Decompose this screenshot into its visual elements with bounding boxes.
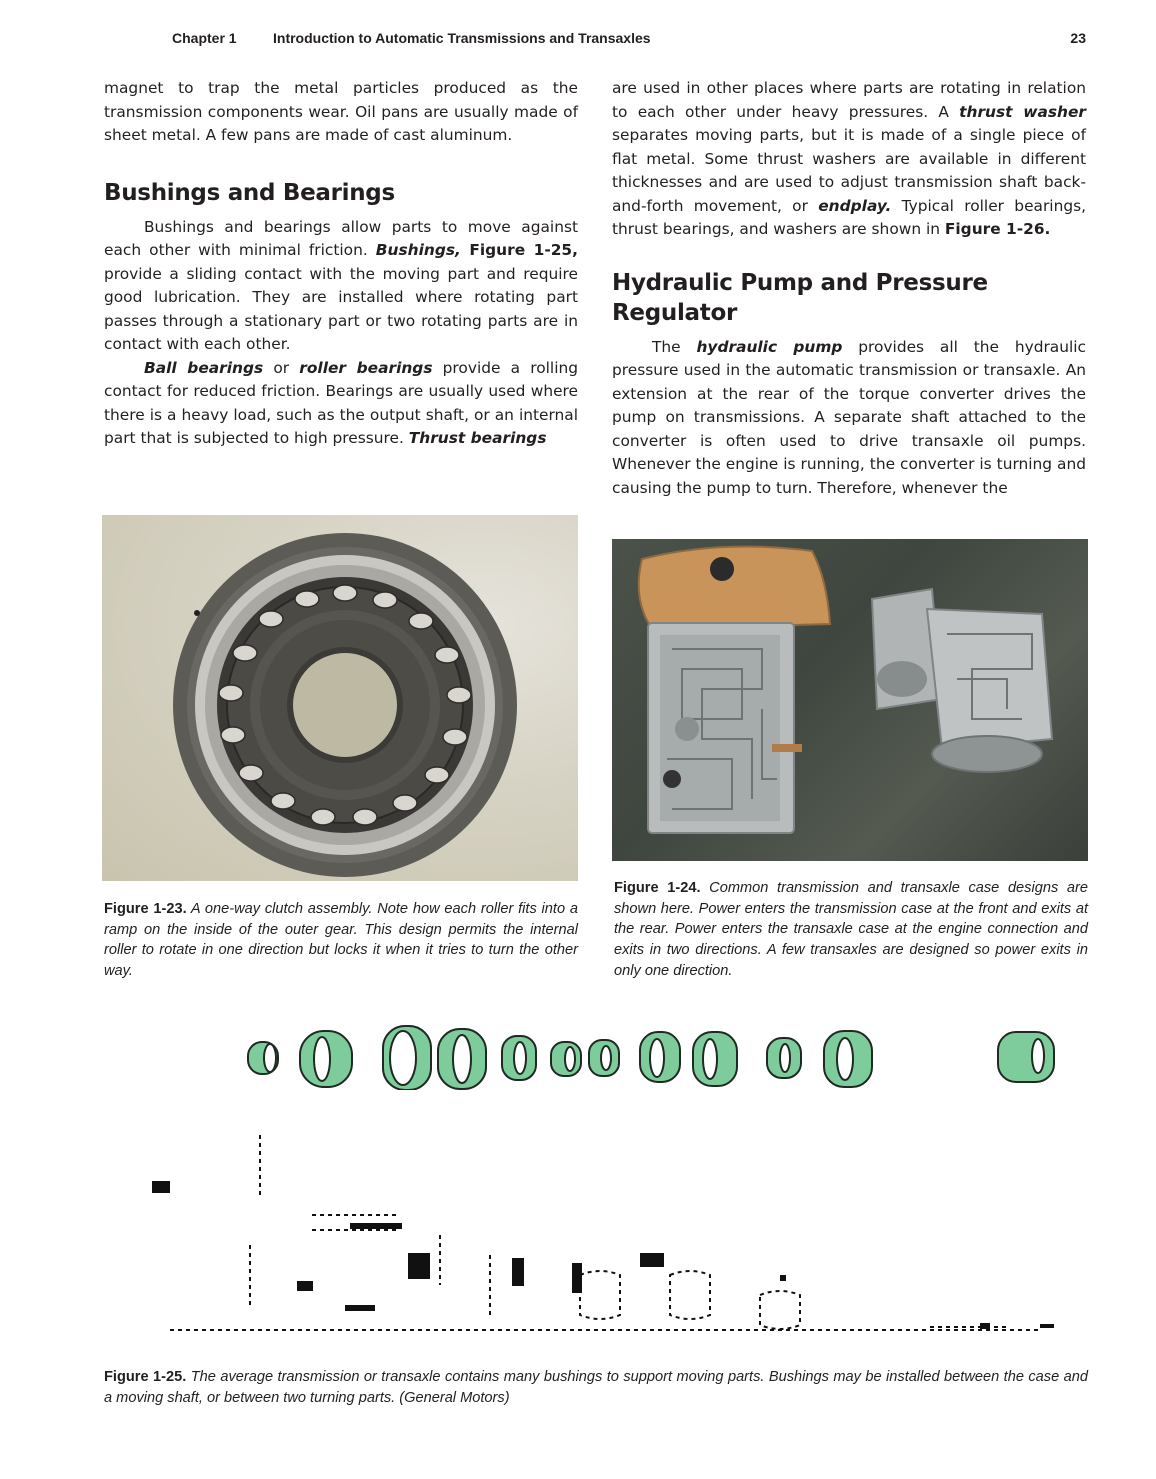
bushing-icon — [824, 1031, 872, 1087]
figure-1-25-caption — [104, 1367, 1088, 1408]
bushing-icon — [998, 1032, 1054, 1082]
page-number: 23 — [1070, 30, 1086, 46]
text: Typical roller bearings, thrust bearings, and washers are shown in — [612, 196, 1087, 238]
key-term: roller bearings — [299, 358, 433, 377]
transmission-cases-image — [612, 539, 1088, 861]
left-column — [104, 77, 578, 451]
figure-label: Figure 1-24. — [614, 880, 701, 896]
bushing-icon — [551, 1042, 581, 1076]
bushing-icon — [640, 1032, 680, 1082]
figure-1-24-photo — [612, 539, 1088, 861]
paragraph — [104, 216, 578, 357]
key-term: Thrust bearings — [408, 429, 547, 447]
text: provide a rolling contact for reduced friction. Bearings are usually used where there is a heavy load, such as the output shaft, or an internal part that is subjected to high pressure. — [104, 358, 578, 447]
figure-reference: Figure 1-25, — [460, 241, 578, 259]
figure-1-23-caption — [104, 899, 578, 982]
figure-1-25-exploded-diagram — [140, 1135, 1080, 1355]
figure-1-25-bushings — [240, 1020, 1100, 1090]
chapter-title: Introduction to Automatic Transmissions and Transaxles — [273, 30, 651, 46]
paragraph — [612, 336, 1086, 501]
caption-text: Common transmission and transaxle case designs are shown here. Power enters the transmission case at the front and exits at the rear. Power enters the transaxle case at the engine connection and exits in two directions. A few transaxles are designed so power exits in only one direction. — [614, 880, 1088, 979]
key-term: Bushings, — [375, 241, 461, 259]
figure-reference: Figure 1-26. — [944, 220, 1051, 238]
bushing-icon — [693, 1032, 737, 1086]
one-way-clutch-gear-image — [102, 515, 578, 881]
bushing-icon — [300, 1031, 352, 1087]
figure-label: Figure 1-23. — [104, 901, 187, 917]
key-term: Ball bearings — [144, 358, 264, 377]
paragraph — [104, 357, 578, 451]
text: Bushings and bearings allow parts to move against each other with minimal friction. — [104, 217, 578, 259]
figure-1-23-photo — [102, 515, 578, 881]
text: separates moving parts, but it is made of a single piece of flat metal. Some thrust washers are available in different thicknesses and are used to adjust transmission shaft back-and-forth movement, or — [612, 126, 1086, 215]
key-term: thrust washer — [959, 102, 1086, 121]
bushing-icon — [502, 1036, 536, 1080]
paragraph: magnet to trap the metal particles produced as the transmission components wear. Oil pans are usually made of sheet metal. A few pans are made of cast aluminum. — [104, 79, 578, 144]
key-term: endplay. — [818, 196, 892, 215]
section-heading-hydraulic-pump: Hydraulic Pump and Pressure Regulator — [612, 269, 988, 326]
chapter-label: Chapter 1 — [172, 30, 237, 46]
figure-1-24-caption — [614, 878, 1088, 982]
right-column — [612, 77, 1086, 500]
key-term: hydraulic pump — [696, 337, 843, 356]
transmission-exploded-view — [140, 1135, 1080, 1355]
bushing-icon — [248, 1042, 278, 1074]
text: are used in other places where parts are rotating in relation to each other under heavy pressures. A — [612, 79, 1086, 121]
text: or — [263, 358, 300, 377]
bushing-icon — [589, 1040, 619, 1076]
caption-text: The average transmission or transaxle contains many bushings to support moving parts. Bushings may be installed between the case and a moving shaft, or between two turning parts. (General Motors) — [104, 1369, 1089, 1406]
bushing-icon — [767, 1038, 801, 1078]
figure-label: Figure 1-25. — [104, 1369, 187, 1385]
text: provides all the hydraulic pressure used in the automatic transmission or transaxle. An extension at the rear of the torque converter drives the pump on transmissions. A separate shaft attached to the converter is often used to drive transaxle oil pumps. Whenever the engine is running, the converter is turning and causing the pump to turn. Therefore, whenever the — [612, 337, 1086, 497]
text: The — [652, 337, 697, 356]
running-header — [172, 30, 1086, 50]
bushing-icon — [383, 1026, 431, 1090]
bushing-icon — [438, 1029, 486, 1089]
paragraph — [612, 77, 1086, 242]
caption-text: A one-way clutch assembly. Note how each roller fits into a ramp on the inside of the outer gear. This design permits the internal roller to rotate in one direction but locks it when it tries to turn the other way. — [104, 901, 578, 980]
text: provide a sliding contact with the moving part and require good lubrication. They are installed where rotating part passes through a stationary part or two rotating parts are in contact with each other. — [104, 264, 578, 353]
bushings-illustration — [240, 1020, 1100, 1090]
section-heading-bushings: Bushings and Bearings — [104, 179, 395, 206]
